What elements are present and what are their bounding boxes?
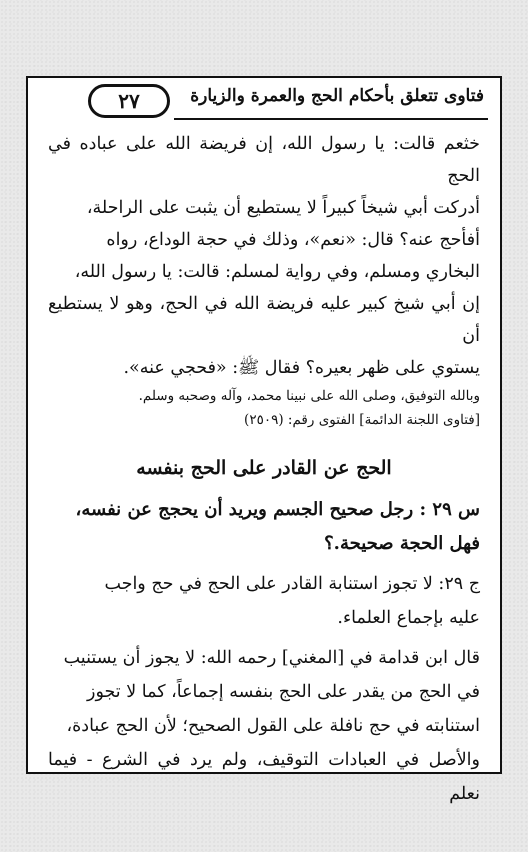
text-line: يستوي على ظهر بعيره؟ فقال ﷺ: «فحجي عنه». [123, 358, 480, 378]
header-divider [174, 118, 488, 120]
page-number-badge [88, 84, 170, 118]
bottom-border [26, 772, 502, 774]
source-citation: [فتاوى اللجنة الدائمة] الفتوى رقم: (٢٥٠٩) [244, 412, 480, 428]
text-line: أدركت أبي شيخاً كبيراً لا يستطيع أن يثبت على الراحلة، [86, 198, 480, 218]
text-line: إن أبي شيخ كبير عليه فريضة الله في الحج، وهو لا يستطيع أن [48, 294, 480, 346]
page-number: ٢٧ [118, 89, 140, 113]
text-line: قال ابن قدامة في [المغني] رحمه الله: لا يجوز أن يستنيب [63, 648, 480, 668]
text-line: البخاري ومسلم، وفي رواية لمسلم: قالت: يا رسول الله، [74, 262, 480, 282]
text-line: خثعم قالت: يا رسول الله، إن فريضة الله على عباده في الحج [48, 134, 480, 186]
text-line: والأصل في العبادات التوقيف، ولم يرد في الشرع - فيما نعلم [48, 750, 480, 804]
running-title: فتاوى تتعلق بأحكام الحج والعمرة والزيارة [190, 86, 484, 106]
answer-line: ج ٢٩: لا تجوز استنابة القادر على الحج في حج واجب [104, 574, 480, 594]
page-header [26, 76, 502, 126]
text-line: استنابته في حج نافلة على القول الصحيح؛ لأن الحج عبادة، [66, 716, 480, 736]
question-line: س ٢٩ : رجل صحيح الجسم ويريد أن يحجج عن نفسه، [75, 499, 480, 520]
section-heading: الحج عن القادر على الحج بنفسه [136, 457, 392, 479]
text-line: أفأحج عنه؟ قال: «نعم»، وذلك في حجة الوداع، رواه [106, 230, 480, 250]
text-line: في الحج من يقدر على الحج بنفسه إجماعاً، كما لا تجوز [87, 682, 480, 702]
page-content [48, 128, 480, 811]
closing-line: وبالله التوفيق، وصلى الله على نبينا محمد، وآله وصحبه وسلم. [138, 388, 480, 404]
answer-line: عليه بإجماع العلماء. [337, 608, 480, 628]
question-line: فهل الحجة صحيحة.؟ [324, 533, 480, 554]
